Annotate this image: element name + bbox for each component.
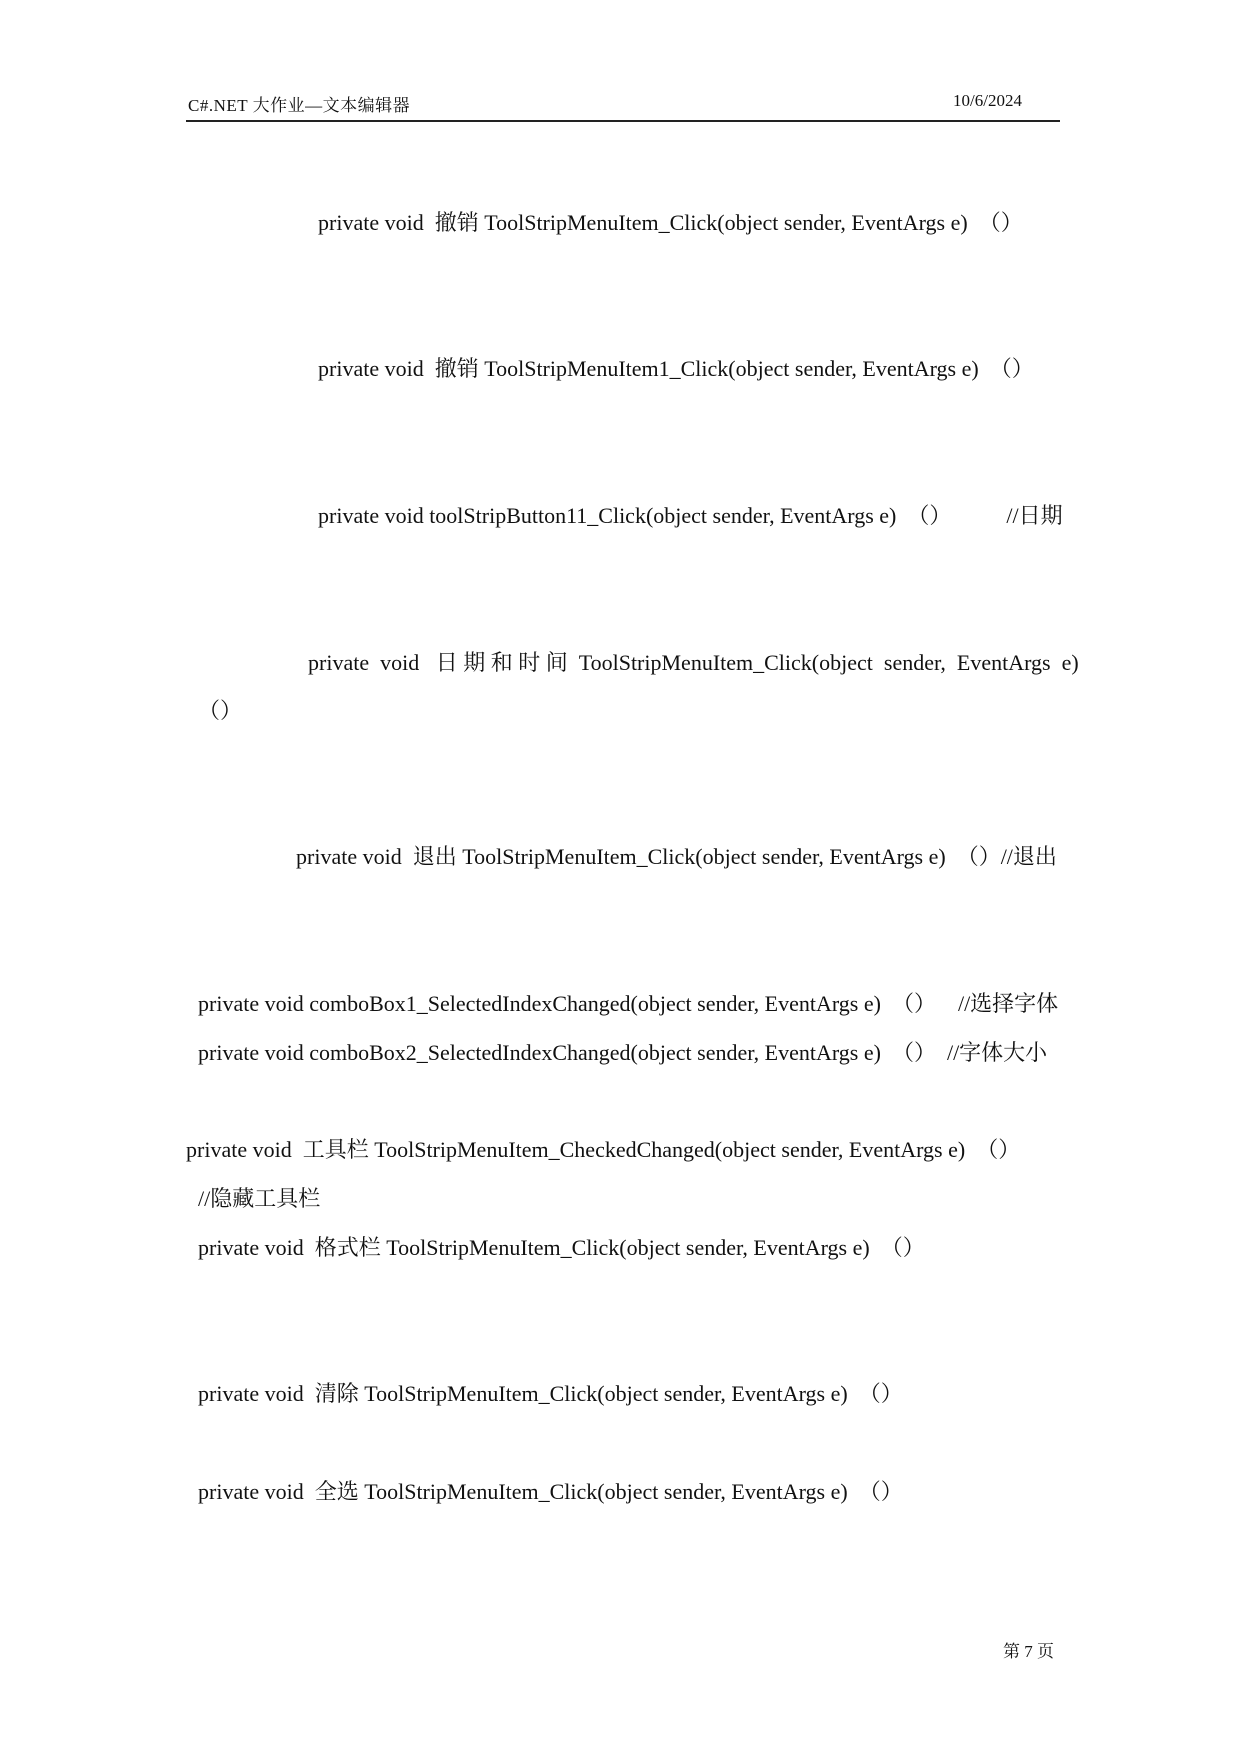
code-comment: //隐藏工具栏 (198, 1186, 321, 1211)
code-line: private void comboBox1_SelectedIndexChanged(object sender, EventArgs e) （） //选择字体 (198, 991, 1059, 1016)
code-line: private void 撤销 ToolStripMenuItem1_Click(object sender, EventArgs e) （） (318, 356, 1034, 381)
header-date: 10/6/2024 (953, 91, 1022, 110)
code-line: private void 日 期 和 时 间 ToolStripMenuItem_Click(object sender, EventArgs e) (308, 650, 1079, 675)
code-line: private void 全选 ToolStripMenuItem_Click(object sender, EventArgs e) （） (198, 1479, 903, 1504)
code-line: private void toolStripButton11_Click(object sender, EventArgs e) （） //日期 (318, 503, 1063, 528)
code-line: private void 格式栏 ToolStripMenuItem_Click(object sender, EventArgs e) （） (198, 1235, 925, 1260)
code-line: private void 工具栏 ToolStripMenuItem_CheckedChanged(object sender, EventArgs e) （） (186, 1137, 1021, 1162)
page-header (186, 88, 1060, 122)
page-number: 第 7 页 (1003, 1642, 1054, 1661)
code-line: private void 退出 ToolStripMenuItem_Click(object sender, EventArgs e) （）//退出 (296, 844, 1057, 869)
code-line: private void 撤销 ToolStripMenuItem_Click(object sender, EventArgs e) （） (318, 210, 1023, 235)
code-line: （） (198, 698, 243, 723)
header-title: C#.NET 大作业—文本编辑器 (188, 96, 411, 115)
code-line: private void 清除 ToolStripMenuItem_Click(object sender, EventArgs e) （） (198, 1381, 903, 1406)
code-line: private void comboBox2_SelectedIndexChanged(object sender, EventArgs e) （） //字体大小 (198, 1040, 1048, 1065)
